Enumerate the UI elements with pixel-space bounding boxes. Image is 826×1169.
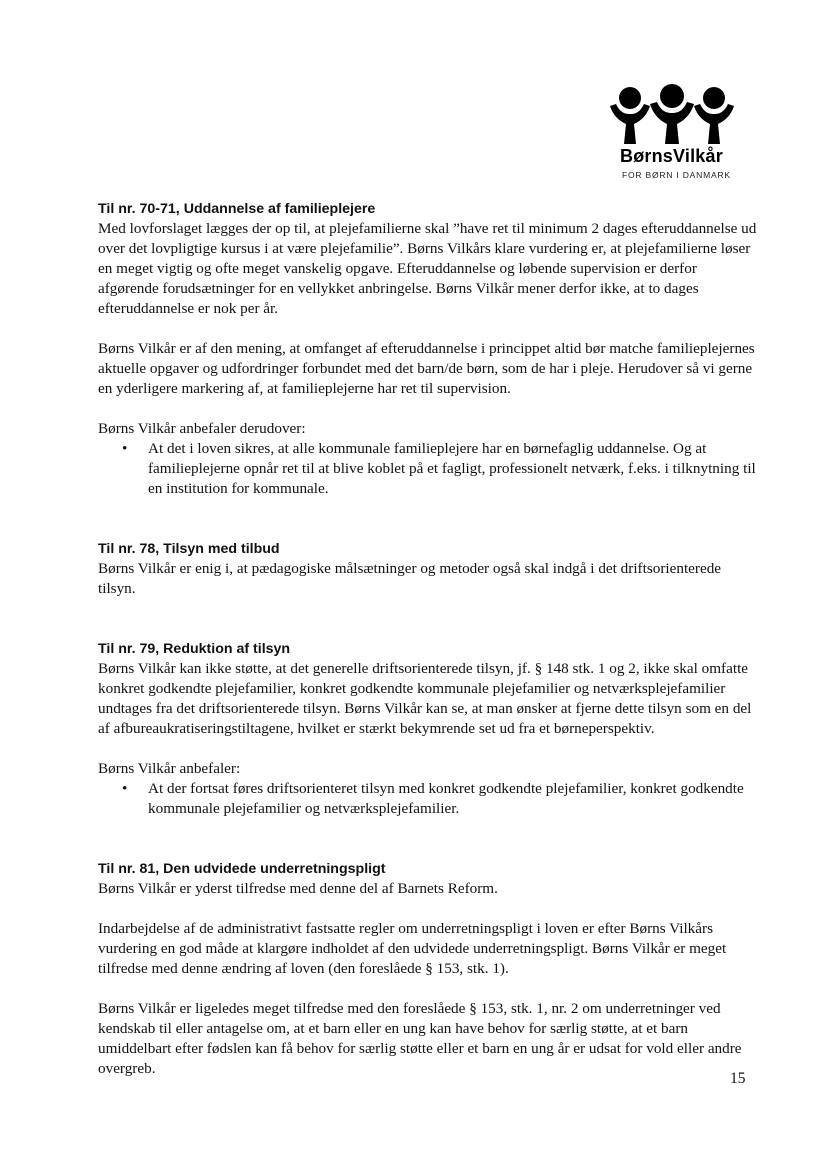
bullet-list [98, 439, 758, 499]
three-children-logo-icon [608, 84, 736, 146]
bullet-item: • At der fortsat føres driftsorienteret tilsyn med konkret godkendte plejefamilier, konkret godkendte kommunale plejefamilier og netværksplejefamilier. [98, 779, 758, 819]
paragraph: Børns Vilkår anbefaler: [98, 760, 241, 777]
paragraph: Børns Vilkår kan ikke støtte, at det generelle driftsorienterede tilsyn, jf. § 148 stk. 1 og 2, ikke skal omfatte konkret godkendte plejefamilier, konkret godkendte kommunale plejefamilier og netværksplejefamilier undtages fra det driftsorienterede tilsyn. Børns Vilkår kan se, at man ønsker at fjerne dette tilsyn som en del af afbureaukratiseringstiltagene, hvilket er stærkt bekymrende set ud fra et børneperspektiv. [98, 660, 752, 737]
paragraph: Børns Vilkår er ligeledes meget tilfredse med den foreslåede § 153, stk. 1, nr. 2 om underretninger ved kendskab til eller antagelse om, at et barn eller en ung kan have behov for særlig støtte, at et barn umiddelbart efter fødslen kan få behov for særlig støtte eller et barn en ung år er udsat for vold eller andre overgreb. [98, 1000, 742, 1077]
borns-vilkar-logo [598, 84, 738, 184]
paragraph: Børns Vilkår er enig i, at pædagogiske målsætninger og metoder også skal indgå i det driftsorienterede tilsyn. [98, 560, 722, 597]
section-heading: Til nr. 78, Tilsyn med tilbud [98, 541, 280, 557]
logo-brand-text: BørnsVilkår [620, 146, 723, 166]
bullet-item: • At det i loven sikres, at alle kommunale familieplejere har en børnefaglig uddannelse. Og at familieplejerne opnår ret til at blive koblet på et fagligt, professionelt netværk, f.eks. i tilknytning til en institution for kommunale. [98, 439, 758, 499]
section-heading: Til nr. 70-71, Uddannelse af familieplejere [98, 201, 376, 217]
logo-tagline: FOR BØRN I DANMARK [622, 170, 731, 180]
bullet-list [98, 779, 758, 819]
paragraph: Børns Vilkår er af den mening, at omfanget af efteruddannelse i princippet altid bør matche familieplejernes aktuelle opgaver og udfordringer forbundet med det barn/de børn, som de har i pleje. Herudover så vi gerne en yderligere markering af, at familieplejerne har ret til supervision. [98, 340, 755, 397]
paragraph: Med lovforslaget lægges der op til, at plejefamilierne skal ”have ret til minimum 2 dages efteruddannelse ud over det lovpligtige kursus i at være plejefamilie”. Børns Vilkårs klare vurdering er, at plejefamilierne løser en meget vigtig og ofte meget vanskelig opgave. Efteruddannelse og løbende supervision er derfor afgørende forudsætninger for en vellykket anbringelse. Børns Vilkår mener derfor ikke, at to dages efteruddannelse er nok per år. [98, 220, 757, 317]
paragraph: Børns Vilkår er yderst tilfredse med denne del af Barnets Reform. [98, 880, 498, 897]
page-number: 15 [730, 1070, 746, 1087]
paragraph: Indarbejdelse af de administrativt fastsatte regler om underretningspligt i loven er efter Børns Vilkårs vurdering en god måde at klargøre indholdet af den udvidede underretningspligt. Børns Vilkår er meget tilfredse med denne ændring af loven (den foreslåede § 153, stk. 1). [98, 920, 727, 977]
section-heading: Til nr. 79, Reduktion af tilsyn [98, 641, 291, 657]
document-body [98, 199, 758, 1079]
paragraph: Børns Vilkår anbefaler derudover: [98, 420, 306, 437]
section-heading: Til nr. 81, Den udvidede underretningspligt [98, 861, 386, 877]
